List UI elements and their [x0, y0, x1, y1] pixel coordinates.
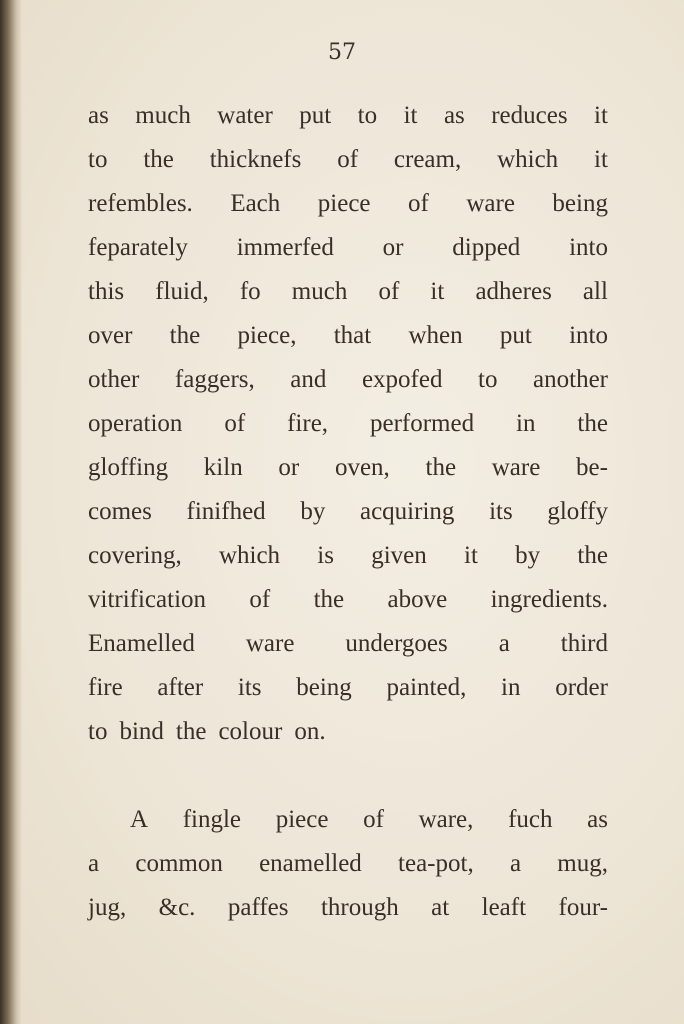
text-line: operation of fire, performed in the	[88, 410, 608, 437]
body-text	[88, 94, 608, 930]
book-gutter	[0, 0, 22, 1024]
text-line: comes finifhed by acquiring its gloffy	[88, 498, 608, 525]
text-line: fire after its being painted, in order	[88, 674, 608, 701]
text-line: refembles. Each piece of ware being	[88, 190, 608, 217]
text-line: A fingle piece of ware, fuch as	[130, 806, 608, 833]
paragraph	[88, 94, 608, 754]
text-line: vitrification of the above ingredients.	[88, 586, 608, 613]
text-line: gloffing kiln or oven, the ware be-	[88, 454, 608, 481]
text-line: covering, which is given it by the	[88, 542, 608, 569]
text-line: as much water put to it as reduces it	[88, 102, 608, 129]
text-line: this fluid, fo much of it adheres all	[88, 278, 608, 305]
text-line: jug, &c. paffes through at leaft four-	[88, 894, 608, 921]
text-line: to bind the colour on.	[88, 718, 326, 745]
text-line: other faggers, and expofed to another	[88, 366, 608, 393]
text-line: a common enamelled tea-pot, a mug,	[88, 850, 608, 877]
text-line: feparately immerfed or dipped into	[88, 234, 608, 261]
text-line: over the piece, that when put into	[88, 322, 608, 349]
page-number: 57	[328, 40, 356, 65]
text-line: Enamelled ware undergoes a third	[88, 630, 608, 657]
paragraph	[88, 798, 608, 930]
paragraph-gap	[88, 754, 608, 798]
text-line: to the thicknefs of cream, which it	[88, 146, 608, 173]
